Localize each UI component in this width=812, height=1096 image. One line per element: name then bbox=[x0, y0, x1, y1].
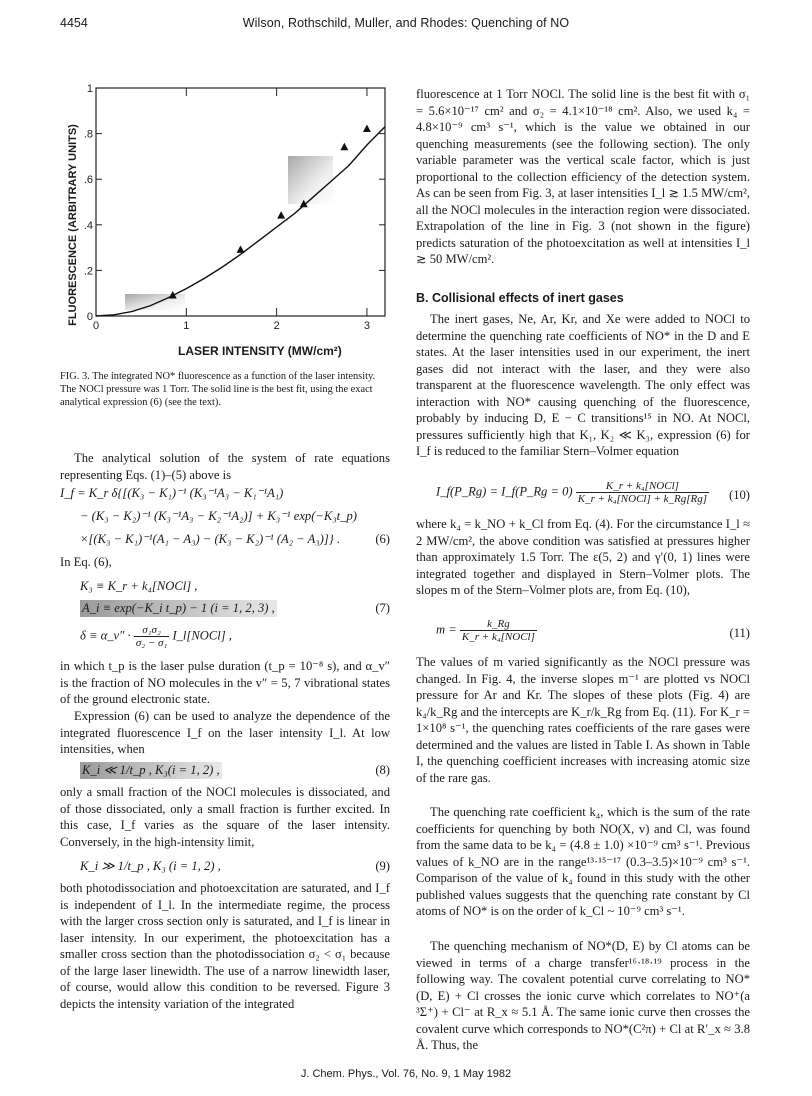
paragraph: The quenching mechanism of NO*(D, E) by Cl atoms can be viewed in terms of a charge transfer¹⁶·¹⁸·¹⁹ process in the following way. The covalent potential curve correlating to NO*(D, E) + Cl crosses the ionic curve which correlates to NO⁺(a ³Σ⁺) + Cl⁻ at R_x ≈ 5.1 Å. The same ionic curve then crosses the covalent curve which corresponds to NO*(C²π) + Cl at R′_x ≈ 3.8 Å. Thus, the bbox=[416, 939, 750, 1052]
y-tick-label: .4 bbox=[83, 219, 93, 232]
paragraph: The values of m varied significantly as the NOCl pressure was changed. In Fig. 4, the inverse slopes m⁻¹ are plotted vs NOCl pressure for Ar and Kr. The slopes of these plots (Fig. 4) are k₄/k_Rg and the intercepts are K_r/k_Rg from Eq. (11). For K_r = 1×10⁸ s⁻¹, the quenching rates coefficients of the rare gases were determined and the values are listed in Table I. As shown in Table I, the quenching coefficient increases with increasing atomic size of the rare gas. bbox=[416, 655, 750, 785]
eq10-numerator: K_r + k₄[NOCl] bbox=[576, 480, 709, 493]
y-axis-label: FLUORESCENCE (ARBITRARY UNITS) bbox=[67, 124, 79, 326]
delta-suffix: I_l[NOCl] , bbox=[172, 628, 232, 643]
equation-11 bbox=[436, 618, 537, 643]
y-tick-label: 1 bbox=[86, 83, 93, 95]
equation-number: (6) bbox=[375, 532, 390, 546]
paragraph: In Eq. (6), bbox=[60, 555, 112, 569]
paragraph: The inert gases, Ne, Ar, Kr, and Xe were added to NOCl to determine the quenching rate coefficients of NO* in the D and E states. At the laser intensities used in our experiment, the inert gases did not interact with the laser, and they were also transparent at the fluorescence wavelength. The only effect was interaction with NO* causing quenching of the fluorescence, probably by inducing D, E − C transitions¹⁵ in NO. At NOCl, pressures sufficiently high that K₁, K₂ ≪ K₃, expression (6) for I_f is reduced to the familiar Stern–Volmer equation bbox=[416, 312, 750, 458]
paragraph: both photodissociation and photoexcitation are saturated, and I_f is independent of I_l. In the intermediate regime, the process with the larger cross section only is saturated, and I_f is linear in laser intensity. In our experiment, the photoexcitation has a smaller cross section than the photodissociation σ₂ < σ₁ because of the large laser linewidth. The use of a narrow linewidth laser, of course, would allow this condition to be reversed. Figure 3 depicts the intensity variation of the integrated bbox=[60, 881, 390, 1011]
x-tick-label: 2 bbox=[273, 320, 280, 332]
running-title: Wilson, Rothschild, Muller, and Rhodes: Quenching of NO bbox=[242, 16, 570, 30]
section-heading: B. Collisional effects of inert gases bbox=[416, 291, 624, 305]
y-tick-label: .8 bbox=[83, 128, 93, 141]
equation-k3: K₃ ≡ K_r + k₄[NOCl] , bbox=[80, 579, 198, 593]
page-number: 4454 bbox=[60, 16, 88, 30]
paragraph: fluorescence at 1 Torr NOCl. The solid line is the best fit with σ₁ = 5.6×10⁻¹⁷ cm² and σ₂ = 4.1×10⁻¹⁸ cm². Also, we used k₄ = 4.8×10⁻⁹ cm³ s⁻¹, which is the value we obtained in our quenching measurements (see the following section). The only variable parameter was the vertical scale factor, which is just proportional to the collection efficiency of the detection system. As can be seen from Fig. 3, at laser intensities I_l ≳ 1.5 MW/cm², all the NOCl molecules in the interaction region were dissociated. Extrapolation of the line in Fig. 3 (not shown in the figure) predicts saturation of the photoexcitation as well at intensities I_l ≳ 50 MW/cm². bbox=[416, 87, 750, 266]
equation-10 bbox=[436, 480, 709, 505]
paragraph: in which t_p is the laser pulse duration (t_p = 10⁻⁸ s), and α_v″ is the fraction of NO molecules in the v″ = 5, 7 vibrational states of the ground electronic state. bbox=[60, 659, 390, 706]
x-tick-label: 1 bbox=[183, 320, 190, 332]
figure-caption: FIG. 3. The integrated NO* fluorescence as a function of the laser intensity. The NOCl pressure was 1 Torr. The solid line is the best fit, using the exact analytical expression (6) (see the text). bbox=[60, 371, 376, 408]
equation-number: (11) bbox=[729, 626, 750, 640]
paragraph: where k₄ = k_NO + k_Cl from Eq. (4). For the circumstance I_l ≈ 2 MW/cm², the above condition was satisfied at pressures higher than approximately 1.5 Torr. The ε(5, 2) and γ′(0, 1) lines were integrated together and displayed in Stern–Volmer plots. The slopes m of the Stern–Volmer plots are, from Eq. (10), bbox=[416, 517, 750, 597]
right-column bbox=[416, 0, 750, 1060]
equation-6-line-2: − (K₃ − K₂)⁻¹ (K₃⁻¹A₃ − K₂⁻¹A₂)] + K₃⁻¹ exp(−K₃t_p) bbox=[80, 509, 357, 523]
equation-delta bbox=[80, 624, 232, 649]
paragraph: Expression (6) can be used to analyze the dependence of the integrated fluorescence I_f on the laser intensity I_l. At low intensities, when bbox=[60, 709, 390, 756]
equation-7: A_i ≡ exp(−K_i t_p) − 1 (i = 1, 2, 3) , bbox=[82, 601, 275, 615]
journal-footer: J. Chem. Phys., Vol. 76, No. 9, 1 May 1982 bbox=[300, 1068, 512, 1080]
y-tick-label: .2 bbox=[83, 265, 93, 278]
equation-6-line-3: ×[(K₃ − K₁)⁻¹(A₁ − A₃) − (K₃ − K₂)⁻¹ (A₂ − A₃)]} . bbox=[80, 532, 341, 546]
paragraph: only a small fraction of the NOCl molecules is dissociated, and of those dissociated, only a small fraction is further excited. In this case, I_f varies as the square of the laser intensity. Conversely, in the high-intensity limit, bbox=[60, 785, 390, 849]
x-axis-label: LASER INTENSITY (MW/cm²) bbox=[178, 344, 342, 358]
equation-number: (7) bbox=[375, 601, 390, 615]
left-column bbox=[60, 0, 390, 1060]
eq10-denominator: K_r + k₄[NOCl] + k_Rg[Rg] bbox=[577, 493, 708, 505]
equation-9: K_i ≫ 1/t_p , K₃ (i = 1, 2) , bbox=[80, 859, 221, 873]
delta-numerator: σ₁σ₂ bbox=[134, 624, 169, 637]
equation-number: (8) bbox=[375, 763, 390, 777]
delta-denominator: σ₂ − σ₁ bbox=[135, 637, 168, 649]
eq10-prefix: I_f(P_Rg) = I_f(P_Rg = 0) bbox=[436, 484, 573, 499]
eq11-prefix: m = bbox=[436, 622, 457, 637]
equation-number: (9) bbox=[375, 859, 390, 873]
delta-fraction bbox=[134, 624, 169, 649]
eq10-fraction bbox=[576, 480, 709, 505]
equation-6-line-1: I_f = K_r δ{[(K₃ − K₁)⁻¹ (K₃⁻¹A₃ − K₁⁻¹A₁) bbox=[60, 486, 284, 500]
paragraph: The quenching rate coefficient k₄, which is the sum of the rate coefficients for quenching by both NO(X, v) and Cl, was found from the same data to be k₄ = (4.8 ± 1.0) ×10⁻⁹ cm³ s⁻¹. Previous values of k_NO are in the range¹³·¹⁵⁻¹⁷ (0.3–3.5)×10⁻⁹ cm³ s⁻¹. Comparison of the value of k₄ found in this study with the other published values suggests that the quenching rate constant by Cl atoms of NO* is on the order of k_Cl ~ 10⁻⁹ cm³ s⁻¹. bbox=[416, 805, 750, 918]
eq11-denominator: K_r + k₄[NOCl] bbox=[461, 631, 535, 643]
y-tick-label: 0 bbox=[86, 311, 93, 323]
equation-8: K_i ≪ 1/t_p , K₃(i = 1, 2) , bbox=[82, 763, 220, 777]
eq11-numerator: k_Rg bbox=[460, 618, 537, 631]
eq11-fraction bbox=[460, 618, 537, 643]
y-tick-label: .6 bbox=[83, 174, 93, 187]
x-tick-label: 3 bbox=[363, 320, 370, 332]
equation-number: (10) bbox=[729, 488, 750, 502]
delta-prefix: δ ≡ α_v″ · bbox=[80, 628, 131, 643]
x-tick-label: 0 bbox=[92, 320, 100, 332]
paragraph: The analytical solution of the system of rate equations representing Eqs. (1)–(5) above is bbox=[60, 451, 390, 482]
